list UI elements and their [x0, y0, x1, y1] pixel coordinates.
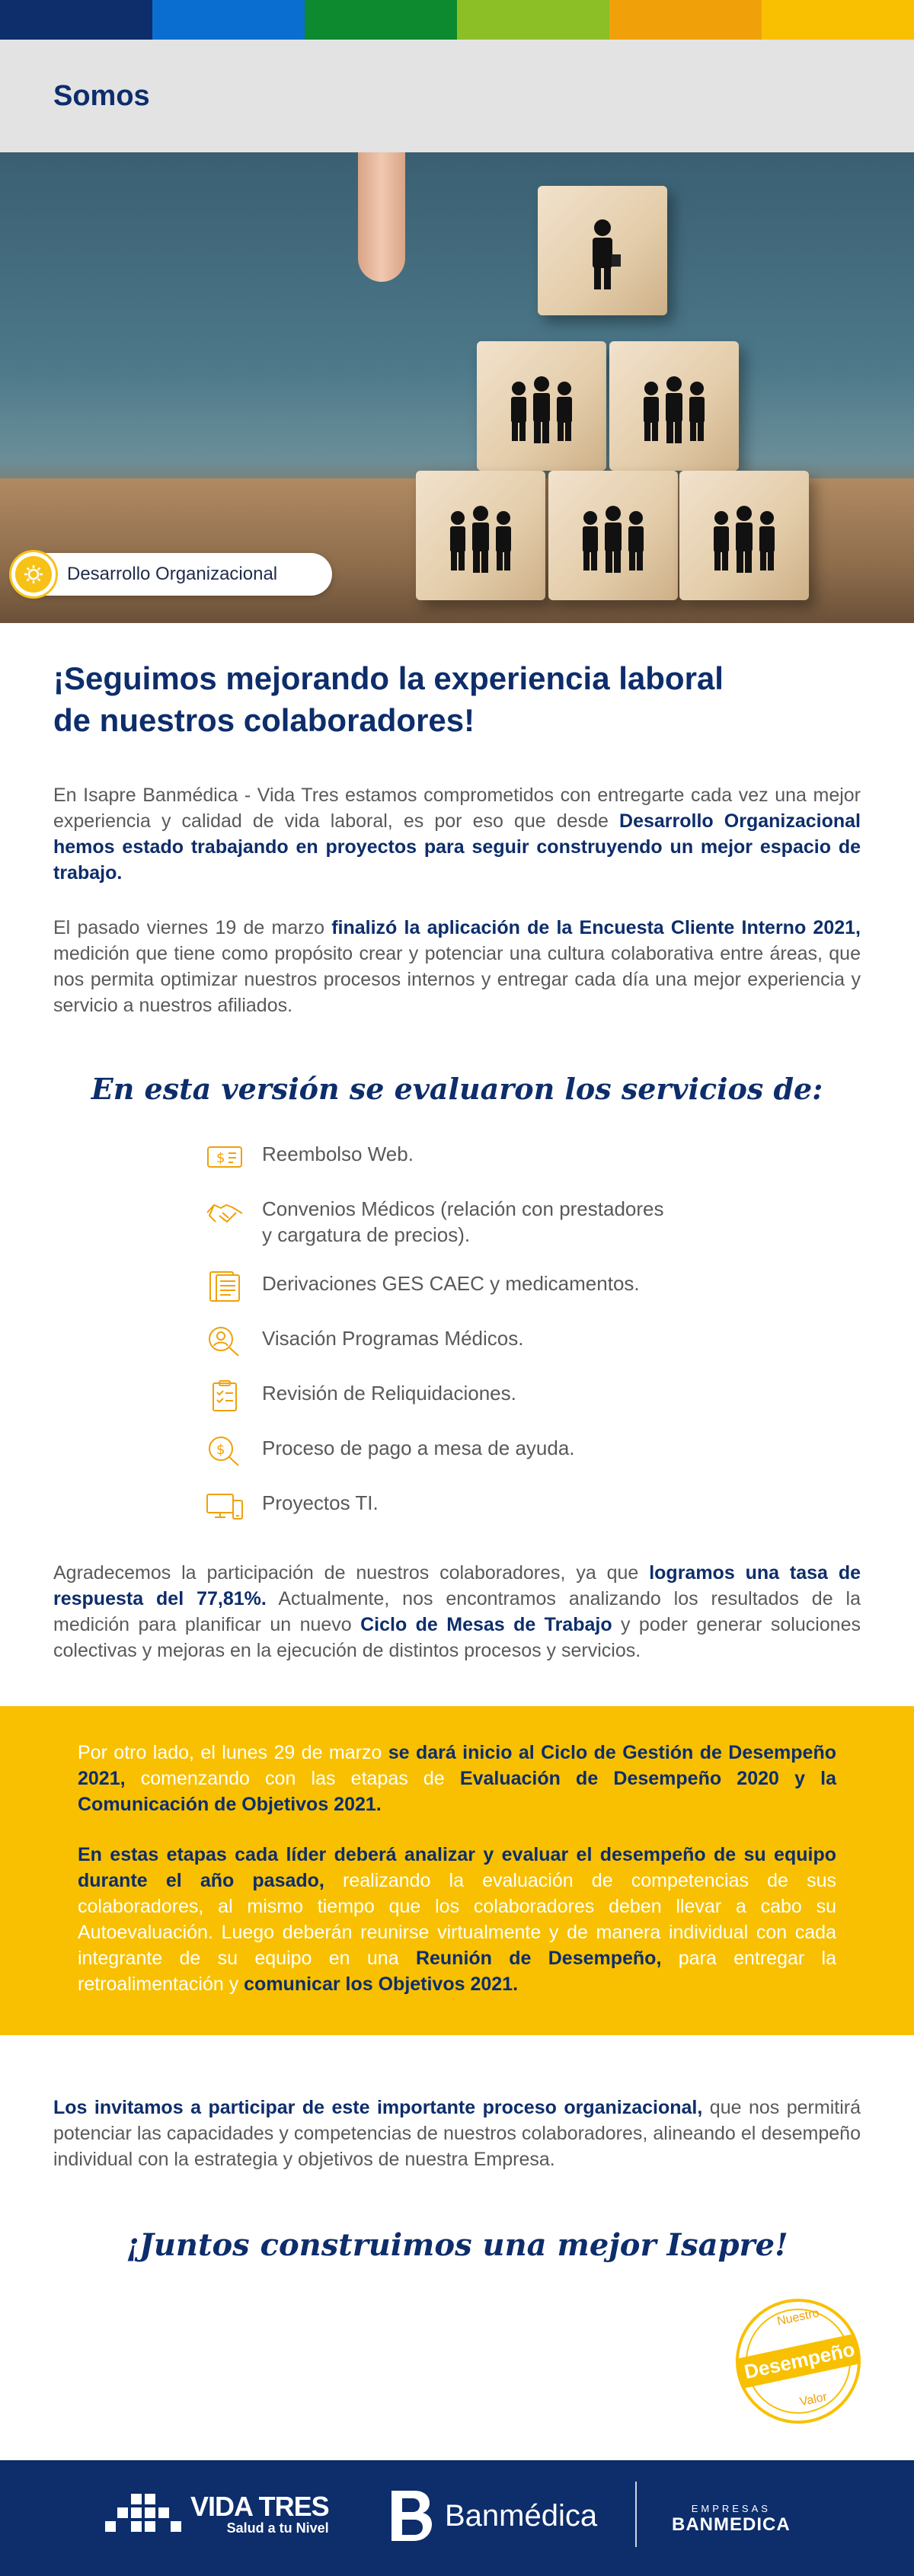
thanks-text-3: y poder generar soluciones colectivas y mejoras en la ejecución de distintos procesos y servicios.: [53, 1614, 861, 1662]
callout-bold: Evaluación de Desempeño 2020 y la Comunicación de Objetivos 2021.: [78, 1768, 836, 1816]
invite-paragraph: [53, 2095, 861, 2172]
vidatres-logo: [105, 2491, 329, 2538]
vidatres-title: VIDA TRES: [190, 2491, 329, 2522]
cube-bottom-left: [416, 471, 545, 600]
cube-middle-left: [477, 341, 606, 471]
list-item: [206, 1490, 861, 1522]
section-header: [0, 40, 914, 152]
cube-bottom-center: [548, 471, 678, 600]
section-title: Somos: [53, 79, 150, 112]
callout-paragraph-2: [78, 1842, 836, 1997]
thanks-text-2: Actualmente, nos encontramos analizando los resultados de la medición para planificar un nuevo: [53, 1588, 861, 1636]
intro-paragraph: [53, 782, 861, 886]
svg-text:$: $: [216, 1442, 225, 1459]
callout-paragraph-1: [78, 1740, 836, 1817]
survey-paragraph: [53, 915, 861, 1018]
performance-callout: [0, 1706, 914, 2035]
thanks-bold-2: Ciclo de Mesas de Trabajo: [360, 1614, 612, 1636]
footer-divider: [635, 2482, 637, 2547]
closing-section: [0, 2095, 914, 2263]
category-badge: [12, 553, 332, 596]
intro-text: En Isapre Banmédica - Vida Tres estamos comprometidos con entregarte cada vez una mejor experiencia y calidad de vida laboral, es por eso que desde: [53, 785, 861, 833]
strip-segment: [152, 0, 305, 40]
service-label: Visación Programas Médicos.: [262, 1327, 524, 1350]
banmedica-name: Banmédica: [445, 2498, 598, 2533]
list-item: [206, 1141, 861, 1173]
svg-text:$: $: [216, 1150, 225, 1167]
seal-top-text: Nuestro: [775, 2306, 821, 2328]
vidatres-tagline: Salud a tu Nivel: [226, 2520, 329, 2536]
services-title: En esta versión se evaluaron los servicios de:: [91, 1072, 823, 1107]
money-bill-icon: [206, 1141, 244, 1173]
list-item: [206, 1380, 861, 1412]
banmedica-logo: [387, 2488, 597, 2544]
callout-bold: se dará inicio al Ciclo de Gestión de Desempeño 2021,: [78, 1742, 836, 1790]
strip-segment: [762, 0, 914, 40]
desempeno-seal: [730, 2293, 867, 2430]
documents-icon: [206, 1270, 244, 1302]
list-item: [206, 1435, 861, 1467]
empresas-label: EMPRESAS: [691, 2503, 771, 2514]
hero-image: [0, 152, 914, 623]
list-item: [206, 1196, 861, 1248]
callout-text: para entregar la retroalimentación y: [78, 1948, 836, 1996]
hand-finger: [358, 152, 405, 282]
invite-bold: Los invitamos a participar de este importante proceso organizacional,: [53, 2097, 703, 2119]
category-label: Desarrollo Organizacional: [67, 564, 278, 584]
service-label: Reembolso Web.: [262, 1143, 414, 1166]
service-label: Derivaciones GES CAEC y medicamentos.: [262, 1272, 640, 1296]
services-list: [206, 1141, 861, 1522]
seal-main-text: Desempeño: [742, 2338, 857, 2384]
clipboard-check-icon: [206, 1380, 244, 1412]
invite-text: que nos permitirá potenciar las capacidades y competencias de nuestros colaboradores, alineando el desempeño individual con la estrategia y objetivos de nuestra Empresa.: [53, 2097, 861, 2171]
brand-color-strip: [0, 0, 914, 40]
cube-top: [538, 186, 667, 315]
thanks-bold-1: logramos una tasa de respuesta del 77,81%.: [53, 1562, 861, 1610]
strip-segment: [305, 0, 457, 40]
empresas-name: BANMEDICA: [672, 2514, 791, 2535]
strip-segment: [457, 0, 609, 40]
service-label: Revisión de Reliquidaciones.: [262, 1382, 516, 1405]
empresas-banmedica-logo: [672, 2503, 791, 2536]
closing-slogan: ¡Juntos construimos una mejor Isapre!: [126, 2227, 788, 2264]
callout-bold: comunicar los Objetivos 2021.: [244, 1974, 519, 1996]
thanks-paragraph: [53, 1560, 861, 1664]
footer: [0, 2460, 914, 2576]
strip-segment: [0, 0, 152, 40]
coin-search-icon: [206, 1435, 244, 1467]
seal-bottom-text: Valor: [798, 2390, 829, 2409]
cube-bottom-right: [679, 471, 809, 600]
service-label: Convenios Médicos (relación con prestadores y cargatura de precios).: [262, 1197, 664, 1247]
headline-line-2: de nuestros colaboradores!: [53, 702, 475, 738]
callout-text: realizando la evaluación de competencias de sus colaboradores, al mismo tiempo que los colaboradores deben llevar a cabo su Autoevaluación. Luego deberán reunirse virtualmente y de manera individual con cada integrante de su equipo en una: [78, 1870, 836, 1970]
survey-text-2: medición que tiene como propósito crear y potenciar una cultura colaborativa entre áreas, que nos permita optimizar nuestros procesos internos y entregar cada día una mejor experiencia y servicio a nuestros afiliados.: [53, 943, 861, 1017]
survey-text-1: El pasado viernes 19 de marzo: [53, 917, 332, 939]
service-label: Proceso de pago a mesa de ayuda.: [262, 1437, 575, 1460]
callout-text: Por otro lado, el lunes 29 de marzo: [78, 1742, 388, 1764]
gear-icon: [9, 550, 58, 599]
callout-bold: Reunión de Desempeño,: [415, 1948, 662, 1970]
headline-line-1: ¡Seguimos mejorando la experiencia laboral: [53, 660, 724, 696]
article-body: [0, 658, 914, 1664]
handshake-icon: [206, 1196, 244, 1228]
intro-bold: Desarrollo Organizacional hemos estado trabajando en proyectos para seguir construyendo un mejor espacio de trabajo.: [53, 810, 861, 884]
user-search-icon: [206, 1325, 244, 1357]
callout-bold: En estas etapas cada líder deberá analizar y evaluar el desempeño de su equipo durante el año pasado,: [78, 1844, 836, 1892]
strip-segment: [609, 0, 762, 40]
thanks-text-1: Agradecemos la participación de nuestros colaboradores, ya que: [53, 1562, 650, 1584]
banmedica-b-icon: [387, 2488, 436, 2544]
list-item: [206, 1325, 861, 1357]
survey-bold: finalizó la aplicación de la Encuesta Cliente Interno 2021,: [331, 917, 861, 939]
list-item: [206, 1270, 861, 1302]
devices-icon: [206, 1490, 244, 1522]
callout-text: comenzando con las etapas de: [125, 1768, 460, 1790]
service-label: Proyectos TI.: [262, 1491, 379, 1515]
vidatres-mark-icon: [105, 2491, 181, 2538]
article-headline: [53, 658, 861, 741]
cube-middle-right: [609, 341, 739, 471]
